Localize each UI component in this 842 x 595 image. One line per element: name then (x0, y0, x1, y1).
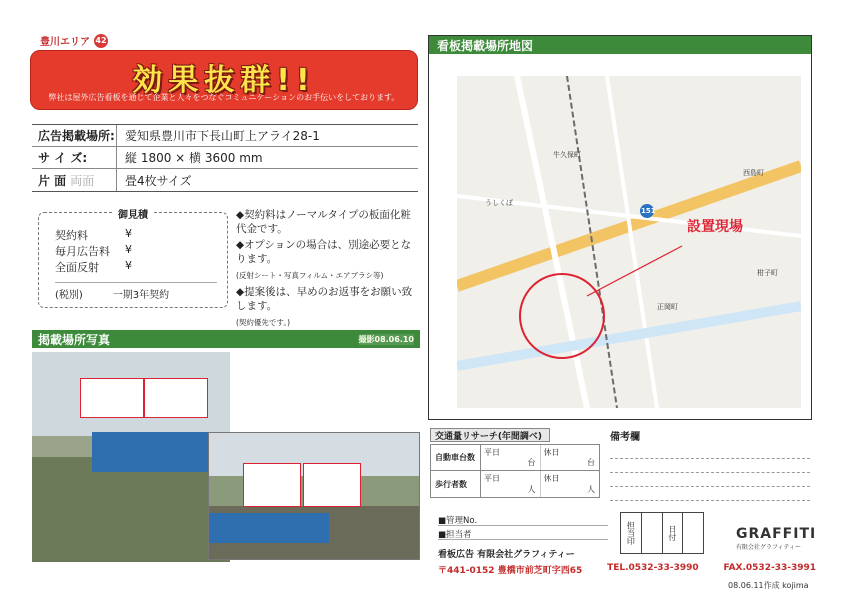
photo-section-header (32, 330, 420, 348)
site-label: 設置現場 (687, 219, 743, 235)
traffic-row-label: 自動車台数 (431, 445, 481, 470)
traffic-research (430, 428, 600, 500)
cell-unit: 人 (527, 485, 536, 494)
cell-label: 休日 (543, 448, 560, 457)
stamp-box (620, 512, 704, 554)
traffic-cell (541, 471, 600, 497)
note-2: ◆オプションの場合は、別途必要となります。 (236, 239, 412, 265)
traffic-row-cars (431, 445, 599, 471)
billboard-right (303, 463, 361, 507)
estimate-tax: (税別) (55, 290, 83, 301)
banner-title: 効果抜群!! (132, 63, 316, 98)
sides-single: 片 面 (38, 173, 67, 188)
headline-banner (30, 50, 418, 110)
manager-fields (438, 514, 608, 542)
estimate-row (55, 227, 132, 243)
map-panel (428, 35, 812, 420)
info-value: 愛知県豊川市下長山町上アライ28-1 (116, 125, 418, 146)
estimate-term: 一期3年契約 (112, 290, 170, 301)
billboard-photo-far (32, 352, 230, 562)
remarks-line (610, 459, 810, 473)
info-row-location (32, 125, 418, 147)
billboard-left (243, 463, 301, 507)
location-map (457, 76, 801, 408)
stamp-blank (683, 513, 703, 553)
estimate-title: 御見積 (114, 206, 152, 221)
cell-unit: 台 (527, 458, 536, 467)
estimate-value: ¥ (125, 227, 132, 240)
note-1: ◆契約料はノーマルタイプの板面化粧代金です。 (236, 209, 411, 235)
estimate-label: 毎月広告料 (55, 245, 110, 258)
stamp-date: 日付 (663, 513, 684, 553)
person-in-charge: ■担当者 (438, 528, 608, 540)
photo-date: 撮影08.06.10 (358, 334, 414, 344)
photo-header-title: 掲載場所写真 (38, 332, 111, 347)
notes (236, 208, 420, 332)
map-label: 柑子町 (757, 269, 778, 277)
footer-created: 08.06.11作成 kojima (728, 581, 809, 590)
note-3: ◆提案後は、早めのお返事をお願い致します。 (236, 286, 413, 312)
map-label: 牛久保町 (553, 151, 581, 159)
estimate-label: 全面反射 (55, 261, 99, 274)
estimate-row (55, 243, 132, 259)
management-number: ■管理No. (438, 514, 608, 526)
note-3-small: (契約優先です。) (236, 318, 291, 327)
traffic-cell (541, 445, 600, 470)
company-logo (736, 526, 816, 551)
area-number-badge: 42 (94, 34, 108, 48)
stamp-charge: 担当印 (621, 513, 642, 553)
cell-unit: 台 (587, 458, 595, 467)
traffic-cell (481, 471, 541, 497)
billboard-photo-near (208, 432, 420, 560)
map-label: 正岡町 (657, 303, 678, 311)
info-row-size (32, 147, 418, 169)
remarks-title: 備考欄 (610, 432, 640, 443)
remarks-line (610, 473, 810, 487)
route-number: 151 (641, 207, 656, 215)
billboard-left (80, 378, 144, 418)
map-graphic (457, 76, 801, 408)
cell-label: 平日 (484, 448, 500, 457)
traffic-row-label: 歩行者数 (431, 471, 481, 497)
stamp-blank (642, 513, 663, 553)
estimate-label: 契約料 (55, 229, 88, 242)
info-key: 広告掲載場所: (38, 129, 115, 143)
area-name: 豊川エリア (40, 37, 90, 48)
traffic-grid (430, 444, 600, 498)
fax: FAX.0532-33-3991 (723, 563, 816, 573)
banner-subtitle: 弊社は屋外広告看板を通じて企業と人々をつなぐコミュニケーションのお手伝いをしております。 (48, 93, 400, 102)
address: 〒441-0152 豊橋市前芝町字西65 (438, 566, 583, 576)
info-value: 縦 1800 × 横 3600 mm (116, 147, 418, 168)
traffic-cell (481, 445, 541, 470)
estimate-footer (55, 282, 217, 301)
logo-main: GRAFFITI (736, 526, 817, 542)
remarks-line (610, 487, 810, 501)
traffic-title: 交通量リサーチ(年間調べ) (430, 428, 550, 442)
tel: TEL.0532-33-3990 (607, 563, 699, 573)
logo-sub: 有限会社グラフィティー (736, 544, 802, 551)
cell-label: 休日 (543, 474, 560, 483)
billboard-right (144, 378, 208, 418)
company-name: 看板広告 有限会社グラフィティー (438, 550, 575, 560)
info-key (32, 172, 116, 189)
remarks-line (610, 445, 810, 459)
remarks-box (610, 428, 810, 500)
estimate-row (55, 259, 132, 275)
info-key: サ イ ズ: (38, 151, 88, 165)
estimate-value: ¥ (125, 259, 132, 272)
estimate-value: ¥ (125, 243, 132, 256)
ad-info-table (32, 124, 418, 192)
info-row-sides (32, 169, 418, 191)
traffic-row-pedestrians (431, 471, 599, 497)
blue-fence (209, 513, 329, 543)
area-label (40, 33, 108, 48)
map-header: 看板掲載場所地図 (429, 36, 811, 54)
map-label: 西島町 (743, 169, 764, 177)
info-value: 畳4枚サイズ (116, 169, 418, 191)
note-2-small: (反射シート・写真フィルム・エアブラシ等) (236, 271, 384, 280)
estimate-box (38, 212, 228, 308)
cell-label: 平日 (484, 474, 500, 483)
contact-line (438, 563, 816, 576)
sides-double: 両面 (70, 173, 95, 188)
map-label: うしくぼ (485, 199, 513, 207)
cell-unit: 人 (587, 485, 595, 494)
